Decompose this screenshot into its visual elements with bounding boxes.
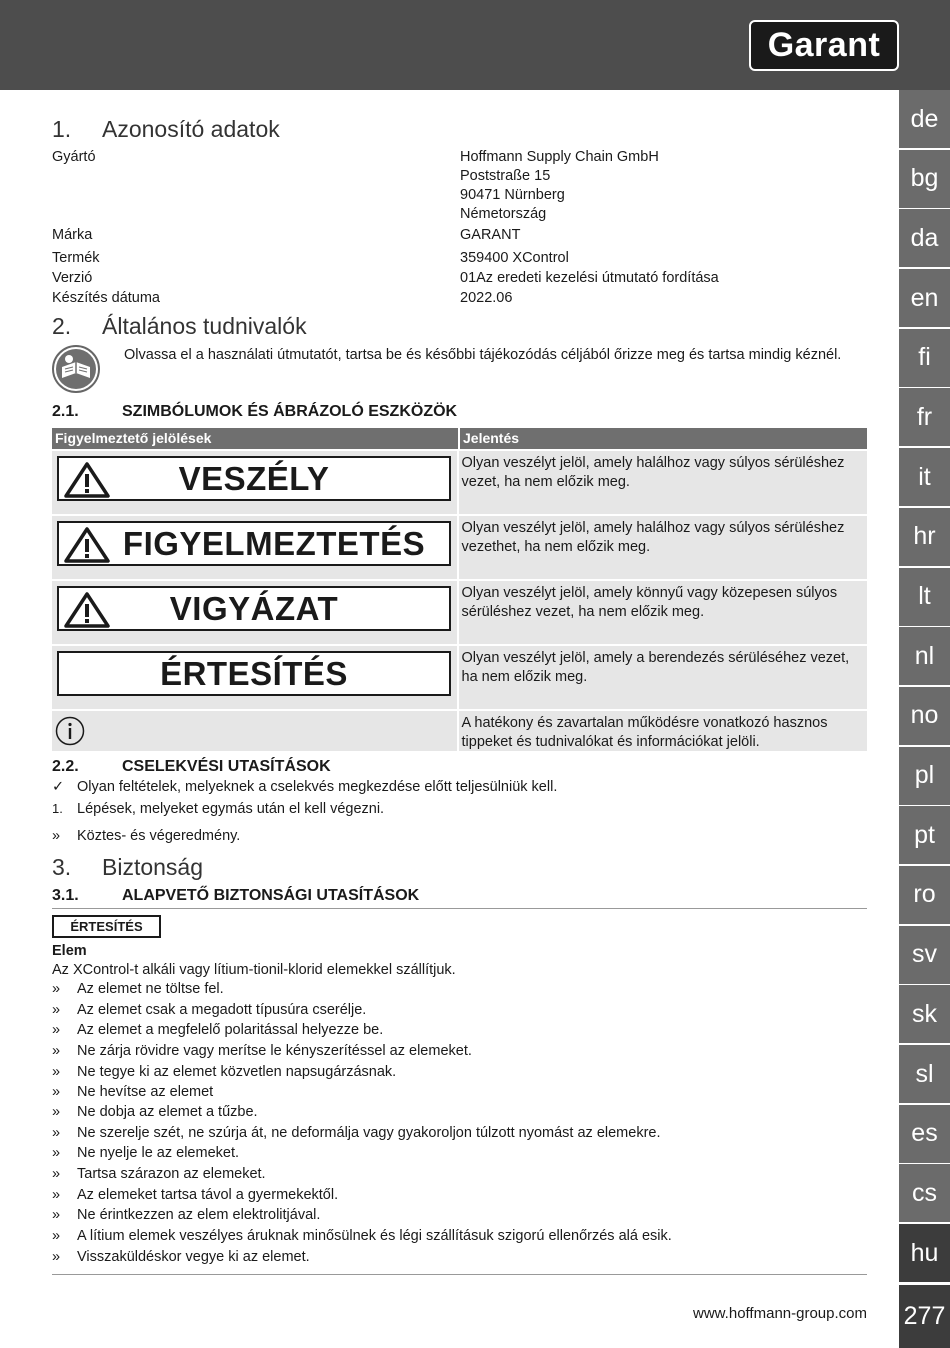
lang-tab-es[interactable]: es [899, 1105, 950, 1163]
list-item: ✓ Olyan feltételek, melyeknek a cselekvés megkezdése előtt teljesülniük kell. [52, 779, 558, 795]
section-title: Általános tudnivalók [102, 313, 307, 339]
section-title: SZIMBÓLUMOK ÉS ÁBRÁZOLÓ ESZKÖZÖK [122, 403, 458, 420]
page-number: 277 [899, 1285, 950, 1348]
lang-tab-fi[interactable]: fi [899, 329, 950, 387]
subheading: Elem [52, 943, 87, 959]
table-row [52, 711, 867, 751]
list-item: » Az elemet a megfelelő polaritással helyezze be. [52, 1022, 384, 1038]
table-row [52, 451, 867, 514]
lang-tab-it[interactable]: it [899, 448, 950, 506]
version-value: 01Az eredeti kezelési útmutató fordítása [460, 270, 719, 286]
signal-word: VESZÉLY [178, 459, 330, 497]
list-item: » Visszaküldéskor vegye ki az elemet. [52, 1249, 310, 1265]
warning-symbols-table [52, 428, 867, 751]
lang-tab-sl[interactable]: sl [899, 1045, 950, 1103]
lang-tab-fr[interactable]: fr [899, 388, 950, 446]
intro-text: Az XControl-t alkáli vagy lítium-tionil-klorid elemekkel szállítjuk. [52, 962, 456, 978]
lang-tab-da[interactable]: da [899, 209, 950, 267]
lang-tab-de[interactable]: de [899, 90, 950, 148]
section-number: 1. [52, 116, 72, 142]
brand-label: Márka [52, 227, 93, 243]
divider [52, 908, 867, 909]
meaning-cell: Olyan veszélyt jelöl, amely a berendezés sérüléséhez vezet, ha nem előzik meg. [461, 650, 850, 685]
read-manual-icon [52, 345, 100, 393]
list-item: » Az elemeket tartsa távol a gyermekektől. [52, 1187, 339, 1203]
manufacturer-line: Hoffmann Supply Chain GmbH [460, 149, 659, 165]
section-title: Azonosító adatok [102, 116, 280, 142]
section-title: CSELEKVÉSI UTASÍTÁSOK [122, 758, 331, 775]
list-item: » Az elemet csak a megadott típusúra cserélje. [52, 1002, 367, 1018]
meaning-cell: Olyan veszélyt jelöl, amely halálhoz vagy súlyos sérüléshez vezet, ha nem előzik meg. [461, 455, 845, 490]
list-item: » Ne nyelje le az elemeket. [52, 1145, 239, 1161]
notice-label: ÉRTESÍTÉS [52, 915, 161, 938]
brand-value: GARANT [460, 227, 521, 243]
lang-tab-cs[interactable]: cs [899, 1164, 950, 1222]
list-item: » Ne zárja rövidre vagy merítse le kényszerítéssel az elemeket. [52, 1043, 472, 1059]
manufacturer-line: 90471 Nürnberg [460, 187, 565, 203]
table-row [52, 581, 867, 644]
lang-tab-ro[interactable]: ro [899, 866, 950, 924]
warning-triangle-icon [63, 526, 111, 564]
checkmark-icon: ✓ [52, 779, 65, 795]
warning-triangle-icon [63, 591, 111, 629]
list-item: » Tartsa szárazon az elemeket. [52, 1166, 266, 1182]
warning-triangle-icon [63, 461, 111, 499]
section-number: 2.2. [52, 758, 79, 775]
lang-tab-nl[interactable]: nl [899, 627, 950, 685]
read-manual-note: Olvassa el a használati útmutatót, tartsa be és későbbi tájékozódás céljából őrizze meg és tartsa mindig kéznél. [124, 347, 842, 363]
table-row [52, 646, 867, 709]
lang-tab-pt[interactable]: pt [899, 806, 950, 864]
meaning-cell: A hatékony és zavartalan működésre vonatkozó hasznos tippeket és tudnivalókat és információkat jelöli. [461, 715, 828, 750]
list-item: » A lítium elemek veszélyes áruknak minősülnek és légi szállításuk szigorú ellenőrzés alá esik. [52, 1228, 672, 1244]
date-value: 2022.06 [460, 290, 513, 306]
list-item: » Köztes- és végeredmény. [52, 828, 241, 844]
table-row [52, 516, 867, 579]
section-number: 3.1. [52, 887, 79, 904]
list-item: » Ne dobja az elemet a tűzbe. [52, 1104, 258, 1120]
lang-tab-pl[interactable]: pl [899, 747, 950, 805]
list-item: 1. Lépések, melyeket egymás után el kell végezni. [52, 801, 385, 817]
version-label: Verzió [52, 270, 93, 286]
lang-tab-lt[interactable]: lt [899, 568, 950, 626]
section-2-1-heading [52, 403, 457, 421]
lang-tab-sk[interactable]: sk [899, 985, 950, 1043]
language-sidebar [899, 90, 950, 1284]
manufacturer-line: Poststraße 15 [460, 168, 551, 184]
footer-url[interactable]: www.hoffmann-group.com [693, 1305, 867, 1322]
column-header: Jelentés [463, 430, 520, 446]
section-title: ALAPVETŐ BIZTONSÁGI UTASÍTÁSOK [122, 887, 420, 904]
list-item: » Ne érintkezzen az elem elektrolitjával. [52, 1207, 321, 1223]
section-2-2-heading [52, 758, 331, 776]
meaning-cell: Olyan veszélyt jelöl, amely könnyű vagy közepesen súlyos sérüléshez vezet, ha nem előzik meg. [461, 585, 838, 620]
list-item: » Az elemet ne töltse fel. [52, 981, 224, 997]
info-icon [55, 716, 85, 746]
signal-word: VIGYÁZAT [169, 589, 339, 627]
meaning-cell: Olyan veszélyt jelöl, amely halálhoz vagy súlyos sérüléshez vezethet, ha nem előzik meg. [461, 520, 845, 555]
divider [52, 1274, 867, 1275]
date-label: Készítés dátuma [52, 290, 160, 306]
product-value: 359400 XControl [460, 250, 569, 266]
caution-sign [57, 586, 451, 631]
product-label: Termék [52, 250, 100, 266]
section-number: 2. [52, 313, 72, 339]
page-header [0, 0, 950, 90]
list-item: » Ne tegye ki az elemet közvetlen napsugárzásnak. [52, 1064, 397, 1080]
section-title: Biztonság [102, 854, 204, 880]
lang-tab-sv[interactable]: sv [899, 926, 950, 984]
manufacturer-label: Gyártó [52, 149, 96, 165]
warning-sign [57, 521, 451, 566]
garant-logo: Garant [749, 20, 899, 71]
danger-sign [57, 456, 451, 501]
manufacturer-line: Németország [460, 206, 547, 222]
section-number: 2.1. [52, 403, 79, 420]
table-header [52, 428, 867, 449]
lang-tab-hr[interactable]: hr [899, 508, 950, 566]
section-number: 3. [52, 854, 72, 880]
section-2-heading [52, 313, 307, 340]
list-item: » Ne hevítse az elemet [52, 1084, 214, 1100]
column-header: Figyelmeztető jelölések [52, 428, 460, 449]
list-item: » Ne szerelje szét, ne szúrja át, ne deformálja vagy gyakoroljon túlzott nyomást az elemekre. [52, 1125, 661, 1141]
lang-tab-hu[interactable]: hu [899, 1224, 950, 1282]
section-3-heading [52, 854, 203, 881]
result-marker: » [52, 828, 61, 844]
lang-tab-bg[interactable]: bg [899, 150, 950, 208]
section-3-1-heading [52, 887, 419, 905]
notice-sign [57, 651, 451, 696]
section-1-heading [52, 116, 280, 143]
signal-word: FIGYELMEZTETÉS [122, 524, 426, 562]
step-number: 1. [52, 801, 63, 816]
signal-word: ÉRTESÍTÉS [160, 654, 348, 692]
lang-tab-en[interactable]: en [899, 269, 950, 327]
lang-tab-no[interactable]: no [899, 687, 950, 745]
